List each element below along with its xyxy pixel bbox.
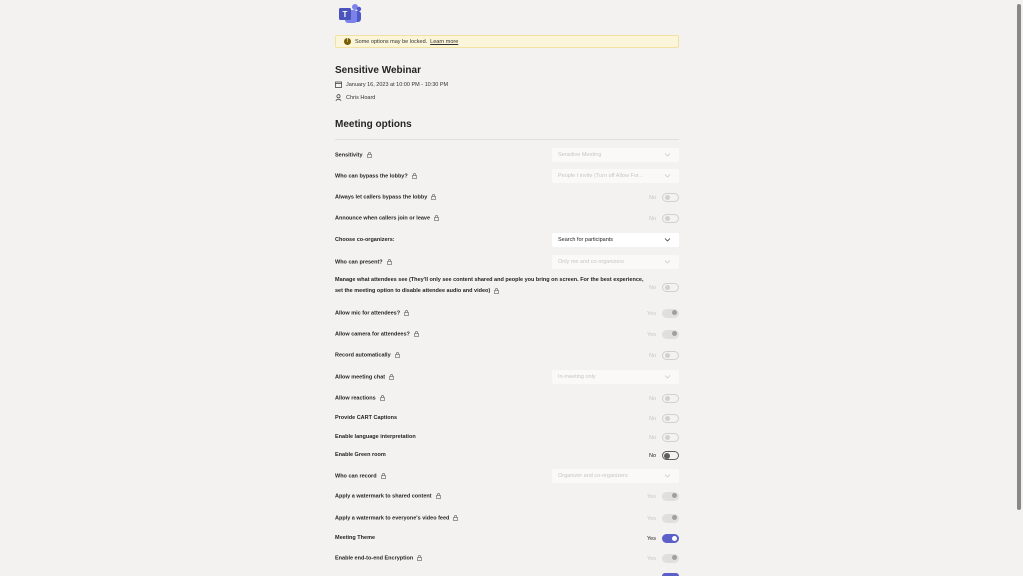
svg-text:T: T xyxy=(342,10,348,19)
banner-text: Some options may be locked. xyxy=(355,38,428,45)
option-label: Sensitivity xyxy=(335,152,363,159)
dropdown-value: Search for participants xyxy=(558,237,614,243)
cart-captions-toggle[interactable] xyxy=(662,414,679,423)
dropdown-value: Organizer and co-organizers xyxy=(558,473,628,479)
option-label: Allow camera for attendees? xyxy=(335,331,410,338)
who-can-record-dropdown[interactable] xyxy=(552,469,679,483)
lock-icon xyxy=(367,152,372,158)
option-label: Enable Green room xyxy=(335,452,386,458)
option-bypass-lobby xyxy=(335,169,679,183)
watermark-video-toggle[interactable] xyxy=(662,514,679,523)
chevron-down-icon xyxy=(664,172,671,179)
meeting-datetime-row xyxy=(335,81,448,88)
option-who-can-present xyxy=(335,255,679,269)
meeting-chat-dropdown[interactable] xyxy=(552,370,679,384)
toggle-state-text: Yes xyxy=(647,535,656,542)
scrollbar[interactable] xyxy=(1016,0,1022,576)
option-language-interpretation xyxy=(335,433,679,442)
allow-reactions-toggle[interactable] xyxy=(662,394,679,403)
chevron-down-icon xyxy=(664,373,671,380)
lock-icon xyxy=(387,259,392,265)
meeting-title: Sensitive Webinar xyxy=(335,65,421,76)
option-label: Who can record xyxy=(335,473,377,480)
option-meeting-theme xyxy=(335,534,679,543)
lock-icon xyxy=(381,473,386,479)
toggle-state-text: No xyxy=(648,352,656,359)
warning-icon: ! xyxy=(344,38,351,45)
option-label: Allow reactions xyxy=(335,395,376,402)
locked-options-banner xyxy=(335,35,679,48)
option-label: Meeting Theme xyxy=(335,535,376,541)
manage-attendees-toggle[interactable] xyxy=(662,283,679,292)
toggle-state-text: Yes xyxy=(647,310,656,317)
option-green-room xyxy=(335,451,679,460)
lock-icon xyxy=(395,352,400,358)
toggle-state-text: Yes xyxy=(647,331,656,338)
lock-icon xyxy=(494,288,499,294)
toggle-state-text: No xyxy=(648,284,656,291)
option-watermark-shared-content xyxy=(335,492,679,501)
option-label: Enable language interpretation xyxy=(335,434,416,440)
option-allow-reactions xyxy=(335,394,679,403)
option-allow-camera xyxy=(335,330,679,339)
option-label: Always let callers bypass the lobby xyxy=(335,194,428,201)
lock-icon xyxy=(417,555,422,561)
option-watermark-video-feed xyxy=(335,514,679,523)
dropdown-value: Only me and co-organizers xyxy=(558,259,625,265)
option-record-automatically xyxy=(335,351,679,360)
option-announce-callers xyxy=(335,214,679,223)
option-meeting-chat xyxy=(335,370,679,384)
co-organizers-search[interactable] xyxy=(552,233,679,247)
option-label: Enable end-to-end Encryption xyxy=(335,555,414,562)
e2e-encryption-toggle[interactable] xyxy=(662,554,679,563)
chevron-down-icon xyxy=(664,151,671,158)
toggle-state-text: No xyxy=(648,395,656,402)
toggle-state-text: No xyxy=(648,434,656,441)
dropdown-value: In-meeting only xyxy=(558,374,596,380)
option-label: Manage what attendees see (They'll only see content shared and people you bring on screen. For the best experience, set the meeting option to disable attendee audio and video) xyxy=(335,277,644,294)
announce-callers-toggle[interactable] xyxy=(662,214,679,223)
option-label: Record automatically xyxy=(335,352,391,359)
toggle-state-text: Yes xyxy=(647,493,656,500)
lock-icon xyxy=(436,493,441,499)
person-icon xyxy=(335,94,342,101)
toggle-state-text: Yes xyxy=(647,555,656,562)
toggle-state-text: Yes xyxy=(647,515,656,522)
option-label: Announce when callers join or leave xyxy=(335,215,431,222)
lock-icon xyxy=(453,515,458,521)
record-automatically-toggle[interactable] xyxy=(662,351,679,360)
lock-icon xyxy=(412,173,417,179)
option-e2e-encryption xyxy=(335,554,679,563)
option-callers-bypass-lobby xyxy=(335,193,679,202)
option-co-organizers xyxy=(335,233,679,247)
lock-icon xyxy=(404,310,409,316)
lock-icon xyxy=(414,331,419,337)
watermark-shared-toggle[interactable] xyxy=(662,492,679,501)
option-sensitivity xyxy=(335,148,679,162)
option-label: Who can bypass the lobby? xyxy=(335,173,408,180)
toggle-state-text: No xyxy=(648,215,656,222)
meeting-theme-toggle[interactable] xyxy=(662,534,679,543)
option-label: Choose co-organizers: xyxy=(335,237,395,243)
option-label: Provide CART Captions xyxy=(335,415,398,421)
calendar-icon xyxy=(335,81,342,88)
toggle-state-text: No xyxy=(648,452,656,459)
chevron-down-icon xyxy=(664,258,671,265)
lock-icon xyxy=(380,395,385,401)
option-label: Allow meeting chat xyxy=(335,374,386,381)
toggle-state-text: No xyxy=(648,415,656,422)
option-label: Allow mic for attendees? xyxy=(335,310,401,317)
callers-bypass-toggle[interactable] xyxy=(662,193,679,202)
sensitivity-dropdown[interactable] xyxy=(552,148,679,162)
teams-logo-icon xyxy=(337,3,363,25)
option-label: Apply a watermark to shared content xyxy=(335,493,432,500)
allow-mic-toggle[interactable] xyxy=(662,309,679,318)
section-title: Meeting options xyxy=(335,119,412,130)
lock-icon xyxy=(431,194,436,200)
language-interpretation-toggle[interactable] xyxy=(662,433,679,442)
option-cart-captions xyxy=(335,414,679,423)
option-label: Apply a watermark to everyone's video feed xyxy=(335,515,450,522)
lock-icon xyxy=(389,374,394,380)
dropdown-value: Sensitive Meeting xyxy=(558,152,602,158)
green-room-toggle[interactable] xyxy=(662,451,679,460)
meeting-datetime: January 16, 2023 at 10:00 PM - 10:30 PM xyxy=(346,81,449,88)
divider xyxy=(335,139,679,140)
scrollbar-thumb[interactable] xyxy=(1017,4,1021,510)
chevron-down-icon xyxy=(664,472,671,479)
option-allow-mic xyxy=(335,309,679,318)
meeting-organizer: Chris Hoard xyxy=(346,94,376,101)
option-label: Who can present? xyxy=(335,259,383,266)
option-manage-attendees-view xyxy=(335,275,679,299)
meeting-organizer-row xyxy=(335,94,375,101)
who-can-present-dropdown[interactable] xyxy=(552,255,679,269)
option-who-can-record xyxy=(335,469,679,483)
lock-icon xyxy=(434,215,439,221)
learn-more-link[interactable]: Learn more xyxy=(430,38,459,45)
bypass-lobby-dropdown[interactable] xyxy=(552,169,679,183)
dropdown-value: People I invite (Turn off Allow For... xyxy=(558,173,643,179)
toggle-state-text: No xyxy=(648,194,656,201)
chevron-down-icon xyxy=(664,236,671,243)
allow-camera-toggle[interactable] xyxy=(662,330,679,339)
